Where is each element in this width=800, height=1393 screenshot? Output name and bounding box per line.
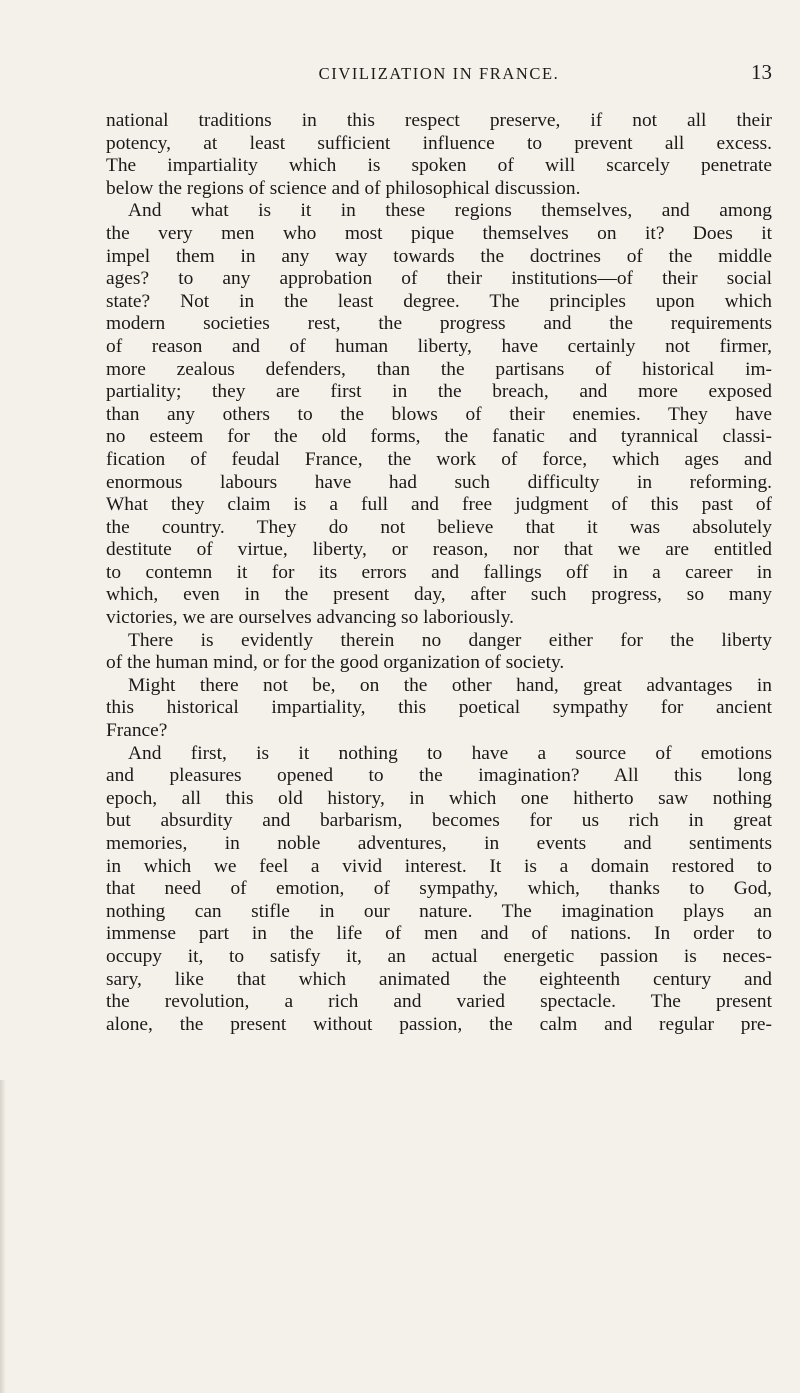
text-line: than any others to the blows of their enemies. They have — [106, 403, 772, 425]
page-edge-shadow — [0, 1080, 6, 1393]
text-line: below the regions of science and of philosophical discussion. — [106, 177, 581, 199]
text-line: no esteem for the old forms, the fanatic and tyrannical classi- — [106, 426, 772, 448]
text-line: memories, in noble adventures, in events and sentiments — [106, 833, 772, 854]
text-line: immense part in the life of men and of nations. In order to — [106, 923, 772, 945]
running-title: CIVILIZATION IN FRANCE. — [318, 64, 560, 83]
text-line: of reason and of human liberty, have certainly not firmer, — [106, 335, 772, 357]
text-line: state? Not in the least degree. The principles upon which — [106, 290, 772, 312]
text-line: Might there not be, on the other hand, great advantages in — [128, 674, 772, 696]
text-line: and pleasures opened to the imagination? All this long — [106, 765, 772, 787]
body-text — [106, 110, 772, 1036]
text-line: epoch, all this old history, in which one hitherto saw nothing — [106, 787, 772, 809]
text-line: of the human mind, or for the good organization of society. — [106, 652, 565, 674]
page-header — [106, 60, 772, 94]
text-line: And what is it in these regions themselves, and among — [128, 200, 772, 222]
text-line: There is evidently therein no danger either for the liberty — [128, 629, 772, 651]
text-line: the revolution, a rich and varied spectacle. The present — [106, 991, 772, 1013]
text-line: this historical impartiality, this poetical sympathy for ancient — [106, 697, 772, 719]
text-line: France? — [106, 720, 168, 742]
text-line: the country. They do not believe that it was absolutely — [106, 516, 772, 538]
text-line: to contemn it for its errors and fallings off in a career in — [106, 561, 772, 583]
text-line: victories, we are ourselves advancing so laboriously. — [106, 607, 514, 629]
text-line: What they claim is a full and free judgment of this past of — [106, 494, 772, 516]
text-line: The impartiality which is spoken of will scarcely penetrate — [106, 155, 772, 177]
text-line: nothing can stifle in our nature. The imagination plays an — [106, 900, 772, 922]
text-line: national traditions in this respect preserve, if not all their — [106, 110, 772, 131]
text-line: more zealous defenders, than the partisans of historical im- — [106, 358, 772, 380]
text-line: impel them in any way towards the doctrines of the middle — [106, 245, 772, 267]
text-line: modern societies rest, the progress and the requirements — [106, 313, 772, 335]
text-line: occupy it, to satisfy it, an actual energetic passion is neces- — [106, 945, 772, 967]
text-line: destitute of virtue, liberty, or reason, nor that we are entitled — [106, 539, 772, 561]
text-line: but absurdity and barbarism, becomes for us rich in great — [106, 810, 772, 832]
text-line: the very men who most pique themselves on it? Does it — [106, 222, 772, 244]
text-line: potency, at least sufficient influence to prevent all excess. — [106, 132, 772, 154]
text-line: partiality; they are first in the breach, and more exposed — [106, 381, 772, 403]
text-line: enormous labours have had such difficulty in reforming. — [106, 471, 772, 493]
page-number: 13 — [751, 60, 772, 84]
text-line: that need of emotion, of sympathy, which, thanks to God, — [106, 878, 772, 900]
text-line: fication of feudal France, the work of force, which ages and — [106, 448, 772, 470]
text-line: And first, is it nothing to have a source of emotions — [128, 742, 772, 764]
text-line: ages? to any approbation of their institutions—of their social — [106, 268, 772, 290]
text-line: alone, the present without passion, the calm and regular pre- — [106, 1013, 772, 1035]
text-line: sary, like that which animated the eighteenth century and — [106, 968, 772, 990]
text-line: in which we feel a vivid interest. It is a domain restored to — [106, 855, 772, 877]
text-line: which, even in the present day, after such progress, so many — [106, 584, 772, 606]
